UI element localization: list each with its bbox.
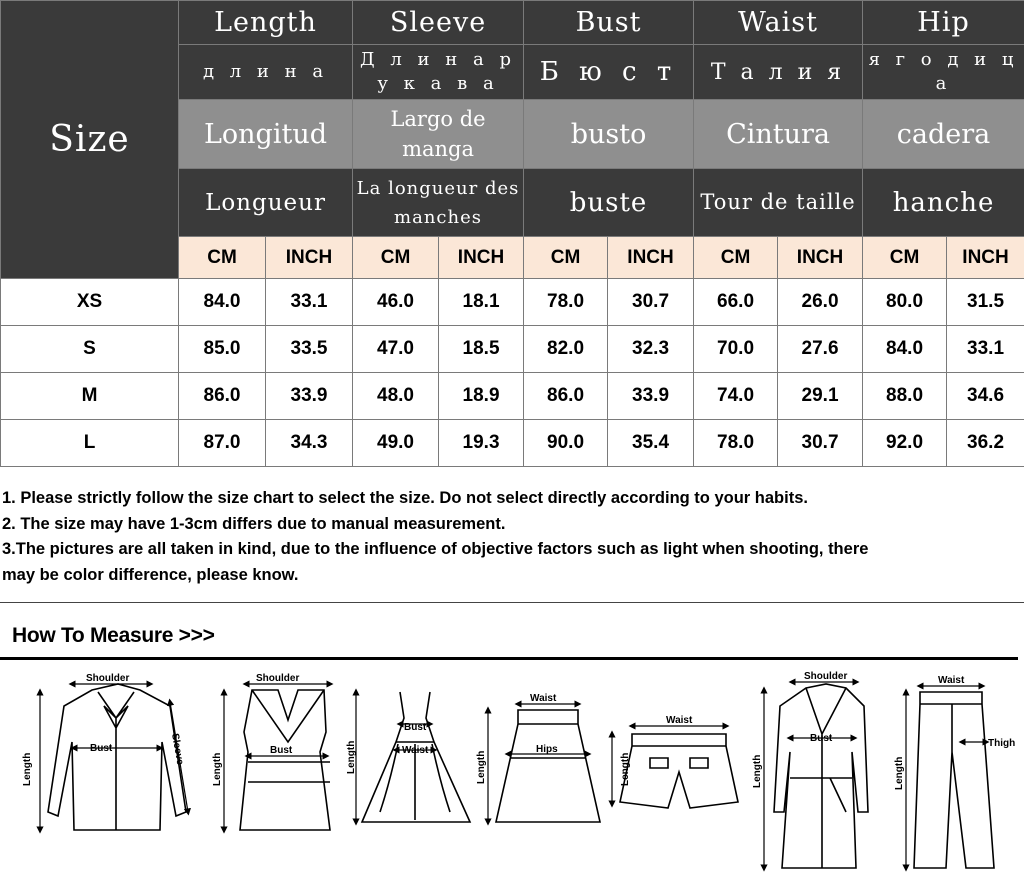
unit-cm: CM	[694, 237, 778, 279]
divider	[0, 657, 1018, 660]
header-hip-es: cadera	[863, 100, 1024, 169]
header-waist-ru: Т а л и я	[694, 45, 863, 100]
header-bust-en: Bust	[524, 1, 694, 45]
table-cell: 48.0	[353, 373, 439, 420]
table-cell: 74.0	[694, 373, 778, 420]
waist-label: Waist	[666, 715, 693, 726]
unit-inch: INCH	[608, 237, 694, 279]
length-label: Length	[212, 752, 223, 786]
table-cell: 32.3	[608, 326, 694, 373]
header-bust-ru: Б ю с т	[524, 45, 694, 100]
length-label: Length	[620, 752, 631, 786]
trousers-diagram	[894, 675, 1015, 868]
header-hip-en: Hip	[863, 1, 1024, 45]
table-row	[1, 420, 1024, 467]
shoulder-label: Shoulder	[256, 673, 300, 684]
table-cell: 34.3	[266, 420, 353, 467]
header-waist-fr: Tour de taille	[694, 169, 863, 237]
note-3: 3.The pictures are all taken in kind, due to the influence of objective factors such as light when shooting, there	[2, 540, 869, 558]
table-cell: 33.1	[266, 279, 353, 326]
table-cell: 33.1	[947, 326, 1024, 373]
table-cell: 31.5	[947, 279, 1024, 326]
sleeve-label: Sleeve	[169, 732, 186, 766]
vest-diagram	[212, 673, 330, 830]
table-cell: 84.0	[179, 279, 266, 326]
dress-diagram	[346, 692, 470, 822]
table-cell: 19.3	[439, 420, 524, 467]
header-length-es: Longitud	[179, 100, 353, 169]
table-cell: 18.5	[439, 326, 524, 373]
header-bust-es: busto	[524, 100, 694, 169]
bust-label: Bust	[810, 733, 833, 744]
note-3-continued: may be color difference, please know.	[2, 565, 299, 584]
unit-inch: INCH	[947, 237, 1024, 279]
table-row	[1, 279, 1024, 326]
table-cell: 18.1	[439, 279, 524, 326]
table-cell: 33.9	[266, 373, 353, 420]
table-cell: 78.0	[694, 420, 778, 467]
table-cell: 87.0	[179, 420, 266, 467]
header-sleeve-ru: Д л и н а р у к а в а	[353, 45, 524, 100]
note-2: 2. The size may have 1-3cm differs due to manual measurement.	[2, 514, 506, 533]
waist-label: Waist	[530, 693, 557, 704]
table-cell: 27.6	[778, 326, 863, 373]
header-waist-es: Cintura	[694, 100, 863, 169]
length-label: Length	[894, 756, 905, 790]
table-cell: 34.6	[947, 373, 1024, 420]
shorts-diagram	[612, 715, 738, 808]
hips-label: Hips	[536, 744, 558, 755]
header-length-ru: д л и н а	[179, 45, 353, 100]
skirt-diagram	[476, 693, 600, 822]
table-cell: 84.0	[863, 326, 947, 373]
table-cell: 66.0	[694, 279, 778, 326]
table-cell: 78.0	[524, 279, 608, 326]
table-cell: 70.0	[694, 326, 778, 373]
blouse-diagram	[22, 673, 188, 830]
table-cell: 49.0	[353, 420, 439, 467]
unit-cm: CM	[524, 237, 608, 279]
header-sleeve-en: Sleeve	[353, 1, 524, 45]
size-label: XS	[1, 279, 179, 326]
shoulder-label: Shoulder	[804, 671, 848, 682]
size-label: L	[1, 420, 179, 467]
table-cell: 33.5	[266, 326, 353, 373]
unit-cm: CM	[863, 237, 947, 279]
unit-inch: INCH	[266, 237, 353, 279]
length-label: Length	[752, 754, 763, 788]
header-hip-fr: hanche	[863, 169, 1024, 237]
header-hip-ru: я г о д и ц а	[863, 45, 1024, 100]
length-label: Length	[346, 740, 357, 774]
table-row	[1, 326, 1024, 373]
shoulder-label: Shoulder	[86, 673, 130, 684]
table-cell: 30.7	[778, 420, 863, 467]
how-to-measure-title: How To Measure >>>	[12, 624, 215, 647]
measure-diagrams	[0, 662, 1024, 886]
divider	[0, 602, 1024, 603]
table-cell: 46.0	[353, 279, 439, 326]
note-1: 1. Please strictly follow the size chart to select the size. Do not select directly according to your habits.	[2, 489, 808, 507]
size-label: M	[1, 373, 179, 420]
size-header: Size	[1, 1, 179, 279]
table-cell: 30.7	[608, 279, 694, 326]
table-row	[1, 373, 1024, 420]
header-sleeve-es: Largo de manga	[353, 100, 524, 169]
table-cell: 90.0	[524, 420, 608, 467]
table-cell: 29.1	[778, 373, 863, 420]
table-cell: 88.0	[863, 373, 947, 420]
length-label: Length	[22, 752, 33, 786]
table-cell: 92.0	[863, 420, 947, 467]
thigh-label: Thigh	[988, 738, 1016, 749]
header-waist-en: Waist	[694, 1, 863, 45]
table-cell: 18.9	[439, 373, 524, 420]
notes	[2, 486, 1022, 588]
bust-label: Bust	[90, 743, 113, 754]
table-cell: 80.0	[863, 279, 947, 326]
unit-cm: CM	[179, 237, 266, 279]
table-cell: 36.2	[947, 420, 1024, 467]
table-cell: 35.4	[608, 420, 694, 467]
waist-label: Waist	[402, 745, 429, 756]
table-cell: 82.0	[524, 326, 608, 373]
table-cell: 47.0	[353, 326, 439, 373]
header-length-fr: Longueur	[179, 169, 353, 237]
unit-cm: CM	[353, 237, 439, 279]
header-bust-fr: buste	[524, 169, 694, 237]
table-cell: 26.0	[778, 279, 863, 326]
header-length-en: Length	[179, 1, 353, 45]
size-label: S	[1, 326, 179, 373]
bust-label: Bust	[404, 722, 427, 733]
header-sleeve-fr: La longueur des manches	[353, 169, 524, 237]
unit-inch: INCH	[439, 237, 524, 279]
coat-diagram	[752, 671, 868, 868]
table-cell: 86.0	[524, 373, 608, 420]
waist-label: Waist	[938, 675, 965, 686]
bust-label: Bust	[270, 745, 293, 756]
unit-inch: INCH	[778, 237, 863, 279]
table-cell: 33.9	[608, 373, 694, 420]
table-cell: 86.0	[179, 373, 266, 420]
length-label: Length	[476, 750, 487, 784]
table-cell: 85.0	[179, 326, 266, 373]
